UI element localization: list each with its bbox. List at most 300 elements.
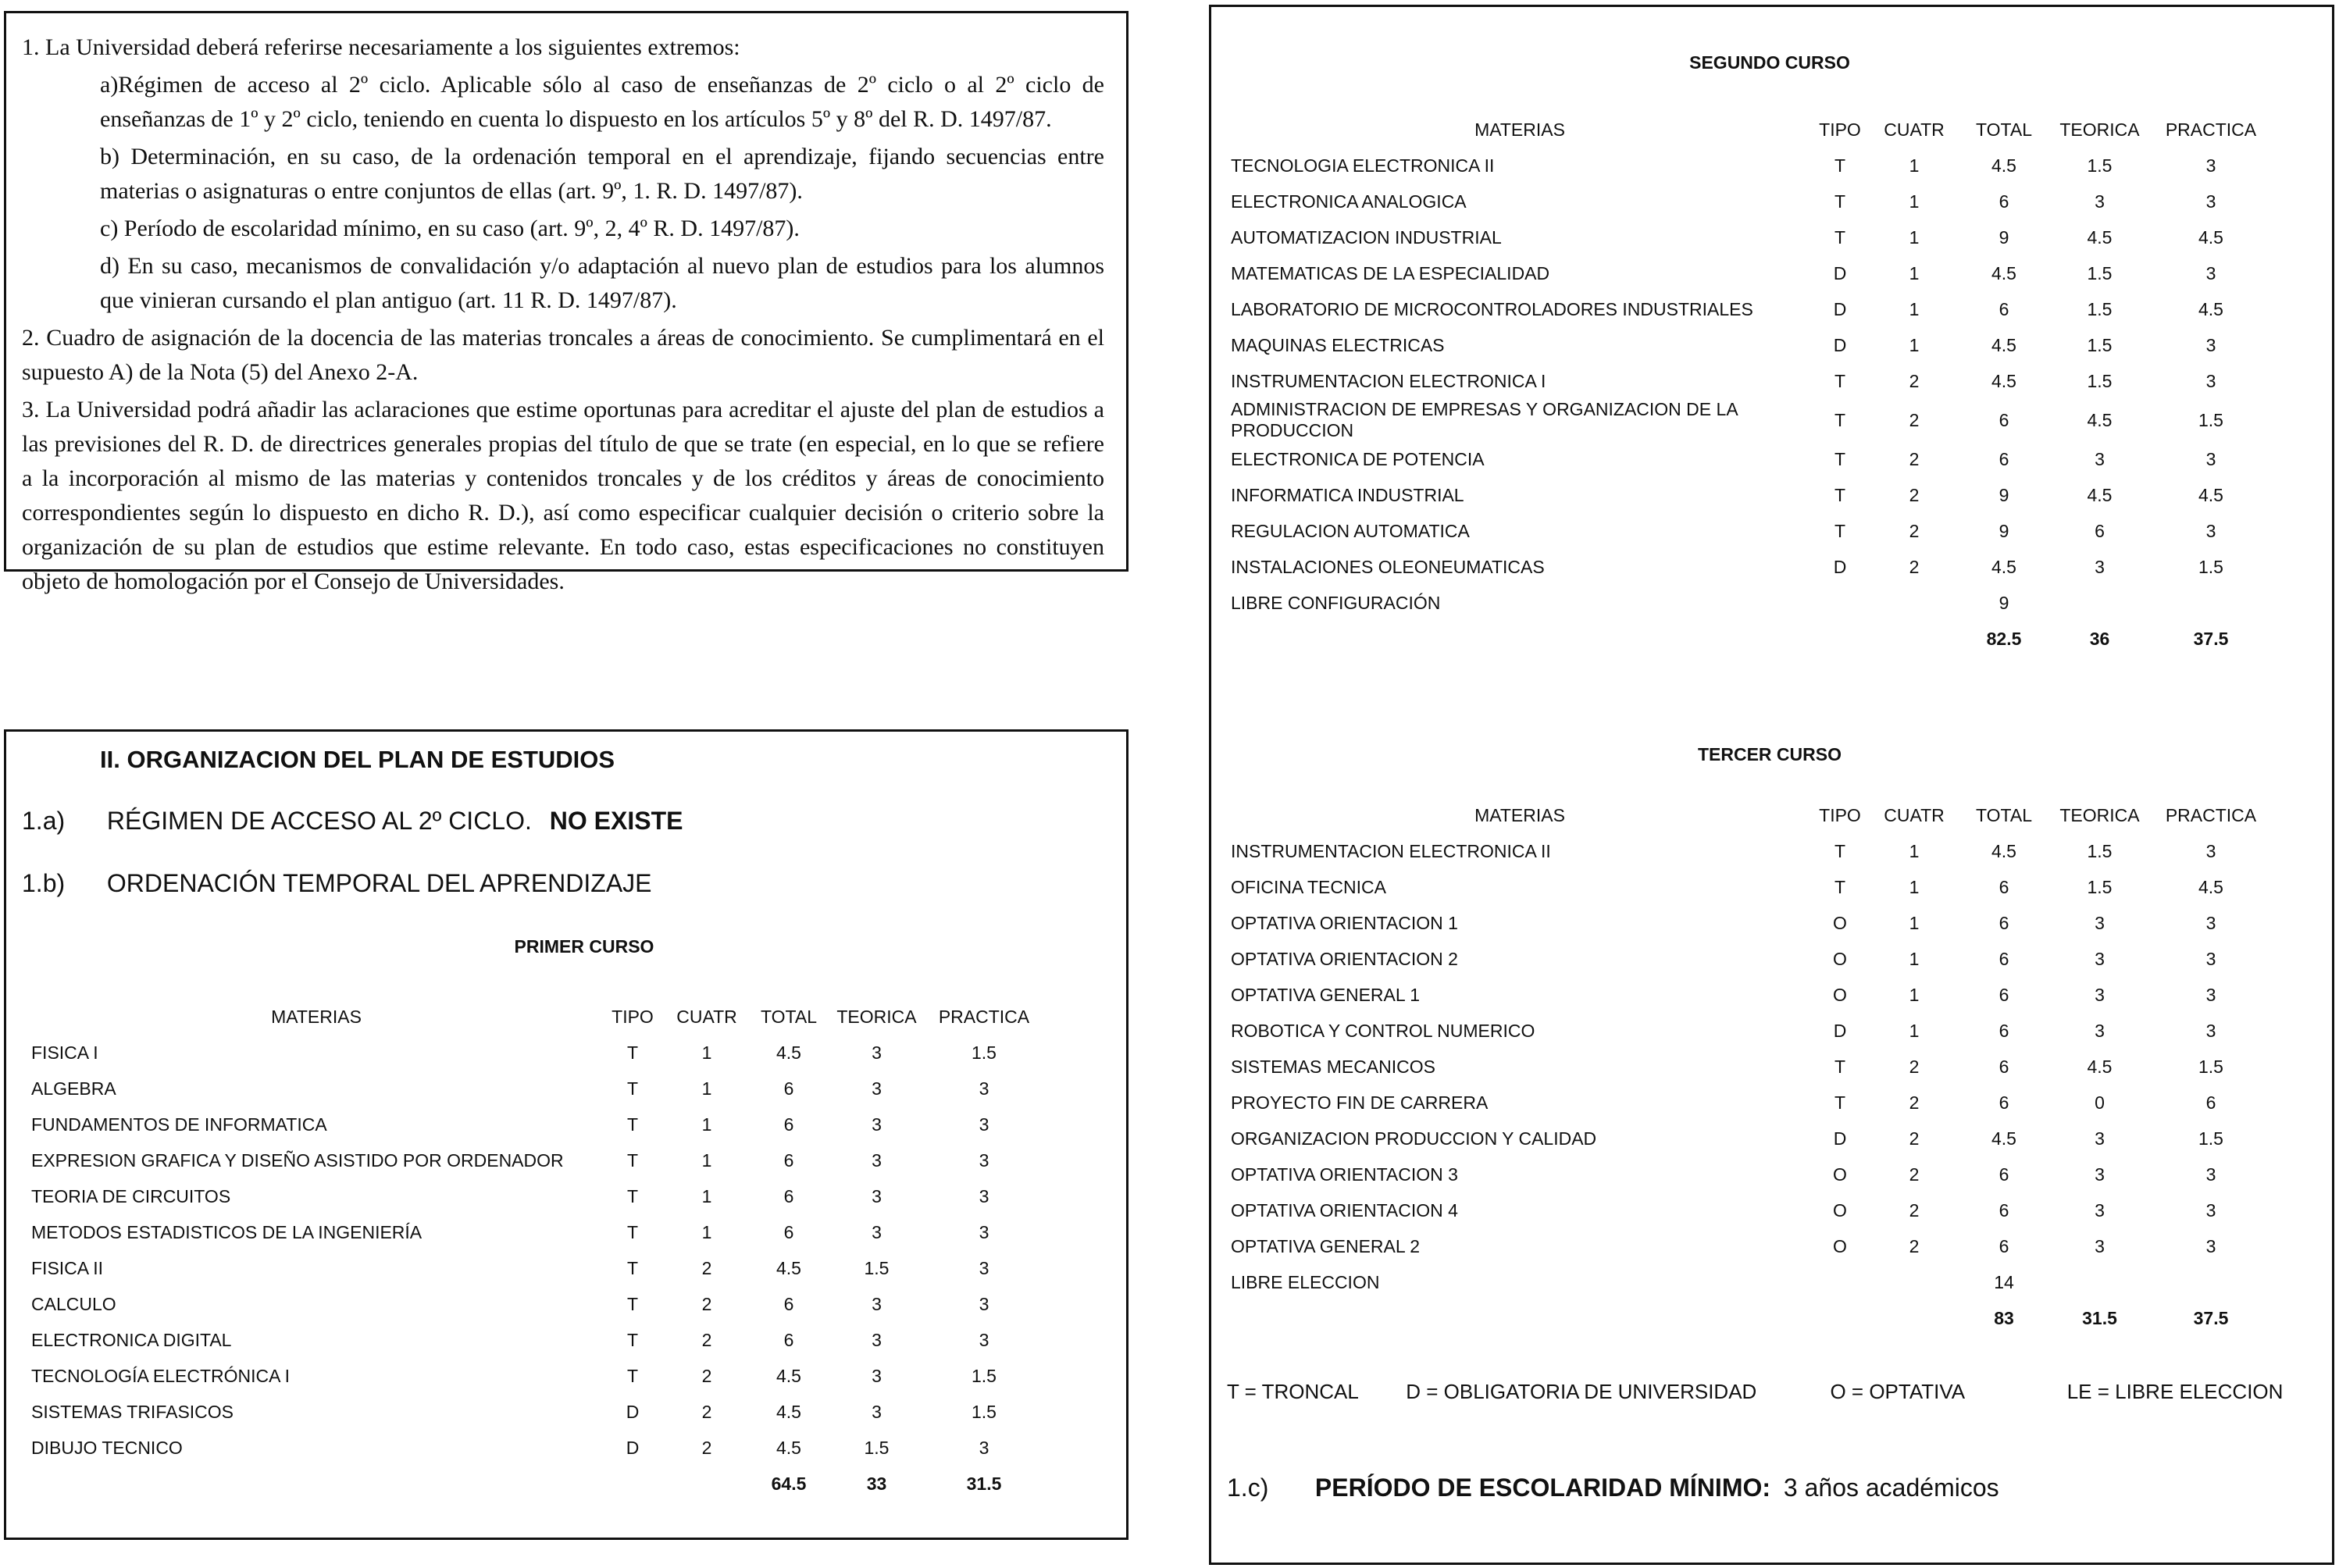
cell-tipo: T <box>626 1114 639 1135</box>
cell-materia: FISICA I <box>31 1042 98 1063</box>
header-materias: MATERIAS <box>1474 119 1565 140</box>
empty-cell <box>1809 1300 1871 1336</box>
cell-tipo: D <box>1833 1128 1847 1149</box>
legend-libre-eleccion: LE = LIBRE ELECCION <box>2066 1380 2284 1403</box>
table-row <box>31 1394 1043 1430</box>
cell-tipo: O <box>1833 1199 1847 1221</box>
cell-materia: FUNDAMENTOS DE INFORMATICA <box>31 1114 327 1135</box>
cell-materia: OPTATIVA ORIENTACION 4 <box>1231 1199 1458 1221</box>
cell-practica: 3 <box>979 1329 989 1350</box>
cell-practica: 3 <box>2205 1164 2216 1185</box>
cell-tipo: T <box>1834 191 1846 212</box>
table-row <box>1231 1192 2273 1228</box>
table-row <box>31 1430 1043 1466</box>
cell-cuatr: 2 <box>1909 370 1920 391</box>
cell-practica: 3 <box>979 1293 989 1314</box>
cell-cuatr: 2 <box>1909 448 1920 469</box>
cell-cuatr: 2 <box>701 1257 712 1278</box>
cell-cuatr: 2 <box>1909 1056 1920 1077</box>
table-row <box>1231 869 2273 905</box>
cell-total: 4.5 <box>776 1365 801 1386</box>
cell-cuatr: 1 <box>701 1114 712 1135</box>
cell-materia: OPTATIVA ORIENTACION 3 <box>1231 1164 1458 1185</box>
cell-total: 6 <box>1998 1092 2009 1113</box>
cell-practica: 3 <box>2205 912 2216 933</box>
cell-cuatr: 1 <box>1909 876 1920 897</box>
table-row <box>31 1107 1043 1142</box>
table-row <box>1231 1264 2273 1300</box>
empty-cell <box>1231 621 1809 657</box>
cell-practica <box>2148 1264 2273 1300</box>
table-row <box>1231 549 2273 585</box>
cell-practica: 3 <box>979 1149 989 1171</box>
cell-practica: 3 <box>2205 370 2216 391</box>
cell-materia: TEORIA DE CIRCUITOS <box>31 1185 231 1206</box>
cell-tipo: T <box>1834 155 1846 176</box>
table-row <box>31 1142 1043 1178</box>
empty-cell <box>1871 621 1957 657</box>
cell-tipo: T <box>1834 876 1846 897</box>
cell-cuatr: 1 <box>701 1185 712 1206</box>
table-row <box>31 1322 1043 1358</box>
cell-materia: ORGANIZACION PRODUCCION Y CALIDAD <box>1231 1128 1597 1149</box>
cell-teorica: 3 <box>2095 984 2105 1005</box>
cell-materia: OPTATIVA GENERAL 1 <box>1231 984 1420 1005</box>
header-practica: PRACTICA <box>2165 119 2257 140</box>
header-teorica: TEORICA <box>2059 119 2140 140</box>
cell-total: 6 <box>783 1114 794 1135</box>
header-tipo: TIPO <box>611 1006 654 1027</box>
cell-total: 6 <box>1998 448 2009 469</box>
totals-row <box>1231 621 2273 657</box>
cell-practica: 1.5 <box>2198 1056 2223 1077</box>
table-row <box>1231 184 2273 219</box>
cell-teorica: 3 <box>872 1365 882 1386</box>
cell-cuatr: 2 <box>1909 1199 1920 1221</box>
cell-materia: TECNOLOGÍA ELECTRÓNICA I <box>31 1365 291 1386</box>
cell-tipo: T <box>1834 1056 1846 1077</box>
total-total: 82.5 <box>1986 628 2022 649</box>
temporal-order-label: ORDENACIÓN TEMPORAL DEL APRENDIZAJE <box>106 869 652 897</box>
cell-teorica: 3 <box>872 1078 882 1099</box>
cell-cuatr: 2 <box>701 1365 712 1386</box>
cell-total: 6 <box>1998 409 2009 430</box>
tercer-curso-title: TERCER CURSO <box>1697 744 1842 764</box>
table-row <box>31 1286 1043 1322</box>
cell-practica: 3 <box>2205 984 2216 1005</box>
header-tipo: TIPO <box>1819 804 1861 825</box>
cell-cuatr: 1 <box>1909 912 1920 933</box>
access-regime-value: NO EXISTE <box>549 807 683 835</box>
table-row <box>1231 513 2273 549</box>
cell-cuatr: 1 <box>1909 298 1920 319</box>
segundo-curso-table <box>1231 112 2273 657</box>
cell-teorica: 3 <box>872 1401 882 1422</box>
cell-teorica <box>2051 1264 2148 1300</box>
cell-materia: INFORMATICA INDUSTRIAL <box>1231 484 1464 505</box>
primer-curso-rows <box>31 1035 1043 1502</box>
cell-tipo: T <box>1834 226 1846 248</box>
table-header-row <box>1231 112 2273 148</box>
notes-box <box>4 11 1128 594</box>
note-2: 2. Cuadro de asignación de la docencia de las materias troncales a áreas de conocimiento. Se cumplimentará en el supuesto A) de la Nota (5) del Anexo 2-A. <box>22 325 1104 385</box>
cell-materia: PROYECTO FIN DE CARRERA <box>1231 1092 1489 1113</box>
cell-teorica: 3 <box>2095 556 2105 577</box>
cell-total: 4.5 <box>776 1257 801 1278</box>
note-1b: b) Determinación, en su caso, de la ordenación temporal en el aprendizaje, fijando secuencias entre materias o asignaturas o entre conjuntos de ellas (art. 9º, 1. R. D. 1497/87). <box>100 144 1104 204</box>
cell-practica: 1.5 <box>972 1365 997 1386</box>
cell-total: 4.5 <box>1991 556 2016 577</box>
table-row <box>1231 1013 2273 1049</box>
header-total: TOTAL <box>761 1006 817 1027</box>
cell-tipo: D <box>1833 334 1847 355</box>
cell-total: 6 <box>1998 876 2009 897</box>
table-row <box>1231 833 2273 869</box>
header-teorica: TEORICA <box>836 1006 917 1027</box>
cell-total: 9 <box>1998 520 2009 541</box>
cell-tipo: T <box>1834 840 1846 861</box>
table-row <box>31 1178 1043 1214</box>
cell-cuatr: 1 <box>1909 191 1920 212</box>
cell-cuatr: 2 <box>1909 484 1920 505</box>
cell-teorica: 3 <box>2095 1164 2105 1185</box>
cell-total: 9 <box>1998 592 2009 613</box>
cell-materia: OFICINA TECNICA <box>1231 876 1386 897</box>
header-materias: MATERIAS <box>271 1006 362 1027</box>
minimum-period-value: 3 años académicos <box>1783 1474 1999 1502</box>
cell-tipo: T <box>626 1365 639 1386</box>
minimum-period-label: PERÍODO DE ESCOLARIDAD MÍNIMO: <box>1314 1474 1771 1502</box>
cell-tipo: D <box>626 1437 640 1458</box>
cell-cuatr: 2 <box>701 1329 712 1350</box>
cell-cuatr: 2 <box>701 1437 712 1458</box>
cell-teorica: 3 <box>2095 1020 2105 1041</box>
cell-practica: 4.5 <box>2198 876 2223 897</box>
cell-cuatr: 2 <box>1909 1235 1920 1256</box>
cell-total: 6 <box>1998 1020 2009 1041</box>
header-cuatr: CUATR <box>1884 119 1945 140</box>
cell-materia: SISTEMAS TRIFASICOS <box>31 1401 234 1422</box>
cell-teorica: 1.5 <box>2087 840 2113 861</box>
cell-materia: INSTALACIONES OLEONEUMATICAS <box>1231 556 1545 577</box>
cell-cuatr: 1 <box>1909 1020 1920 1041</box>
cell-teorica: 1.5 <box>2087 370 2113 391</box>
cell-cuatr: 1 <box>1909 155 1920 176</box>
cell-total: 6 <box>1998 298 2009 319</box>
total-teorica: 31.5 <box>2082 1307 2117 1328</box>
total-total: 64.5 <box>771 1473 807 1494</box>
cell-materia: LABORATORIO DE MICROCONTROLADORES INDUSTRIALES <box>1231 298 1753 319</box>
cell-materia: EXPRESION GRAFICA Y DISEÑO ASISTIDO POR ORDENADOR <box>31 1149 564 1171</box>
cell-practica: 3 <box>2205 1020 2216 1041</box>
table-row <box>31 1250 1043 1286</box>
cell-materia: OPTATIVA ORIENTACION 2 <box>1231 948 1458 969</box>
cell-practica: 1.5 <box>2198 409 2223 430</box>
cell-tipo: T <box>626 1257 639 1278</box>
cell-total: 6 <box>783 1329 794 1350</box>
total-teorica: 36 <box>2089 628 2110 649</box>
cell-practica: 3 <box>2205 948 2216 969</box>
note-1a: a)Régimen de acceso al 2º ciclo. Aplicable sólo al caso de enseñanzas de 2º ciclo o al 2º ciclo de enseñanzas de 1º y 2º ciclo, teniendo en cuenta lo dispuesto en los artículos 5º y 8º del R. D. 1497/87. <box>100 72 1104 132</box>
cell-tipo: T <box>1834 1092 1846 1113</box>
cell-total: 14 <box>1994 1271 2014 1292</box>
cell-total: 4.5 <box>776 1401 801 1422</box>
right-box <box>1209 5 2334 1565</box>
table-row <box>31 1035 1043 1071</box>
cell-cuatr <box>1871 1264 1957 1300</box>
table-row <box>1231 327 2273 363</box>
cell-materia: ADMINISTRACION DE EMPRESAS Y ORGANIZACION DE LA PRODUCCION <box>1231 399 1738 440</box>
empty-cell <box>601 1466 664 1502</box>
cell-practica: 4.5 <box>2198 298 2223 319</box>
primer-curso-title: PRIMER CURSO <box>514 936 654 957</box>
cell-practica: 3 <box>2205 334 2216 355</box>
table-row <box>1231 905 2273 941</box>
cell-materia: INSTRUMENTACION ELECTRONICA I <box>1231 370 1546 391</box>
cell-teorica: 3 <box>2095 1199 2105 1221</box>
cell-teorica: 3 <box>872 1185 882 1206</box>
table-row <box>1231 363 2273 399</box>
access-regime-number: 1.a) <box>22 807 66 835</box>
cell-materia: AUTOMATIZACION INDUSTRIAL <box>1231 226 1502 248</box>
cell-tipo: T <box>626 1329 639 1350</box>
header-tipo: TIPO <box>1819 119 1861 140</box>
cell-cuatr: 1 <box>1909 840 1920 861</box>
cell-total: 4.5 <box>1991 155 2016 176</box>
table-row <box>31 1214 1043 1250</box>
table-row <box>1231 1156 2273 1192</box>
header-total: TOTAL <box>1976 804 2032 825</box>
header-materias: MATERIAS <box>1474 804 1565 825</box>
cell-cuatr: 2 <box>1909 520 1920 541</box>
cell-cuatr: 2 <box>1909 1092 1920 1113</box>
cell-practica: 3 <box>979 1114 989 1135</box>
cell-cuatr: 1 <box>1909 262 1920 283</box>
cell-practica: 3 <box>2205 840 2216 861</box>
primer-curso-table <box>31 999 1043 1502</box>
table-row <box>1231 977 2273 1013</box>
cell-practica: 3 <box>2205 155 2216 176</box>
cell-total: 4.5 <box>1991 334 2016 355</box>
table-row <box>1231 585 2273 621</box>
totals-row <box>1231 1300 2273 1336</box>
access-regime-label: RÉGIMEN DE ACCESO AL 2º CICLO. <box>106 807 532 835</box>
cell-teorica: 3 <box>2095 948 2105 969</box>
cell-teorica: 4.5 <box>2087 484 2113 505</box>
cell-teorica <box>2051 585 2148 621</box>
cell-cuatr: 2 <box>1909 1164 1920 1185</box>
table-row <box>1231 255 2273 291</box>
cell-total: 4.5 <box>1991 1128 2016 1149</box>
cell-total: 6 <box>1998 1056 2009 1077</box>
total-teorica: 33 <box>866 1473 887 1494</box>
cell-total: 6 <box>1998 1235 2009 1256</box>
cell-tipo: D <box>1833 1020 1847 1041</box>
cell-materia: ELECTRONICA DIGITAL <box>31 1329 232 1350</box>
cell-cuatr: 1 <box>1909 226 1920 248</box>
table-row <box>1231 1228 2273 1264</box>
cell-cuatr: 2 <box>701 1401 712 1422</box>
cell-total: 6 <box>783 1078 794 1099</box>
cell-materia: OPTATIVA GENERAL 2 <box>1231 1235 1420 1256</box>
cell-total: 4.5 <box>1991 840 2016 861</box>
cell-materia: MATEMATICAS DE LA ESPECIALIDAD <box>1231 262 1550 283</box>
cell-total: 6 <box>1998 984 2009 1005</box>
cell-practica: 3 <box>979 1257 989 1278</box>
segundo-curso-title: SEGUNDO CURSO <box>1689 52 1850 73</box>
cell-teorica: 1.5 <box>2087 155 2113 176</box>
plan-title: II. ORGANIZACION DEL PLAN DE ESTUDIOS <box>100 746 615 773</box>
legend-obligatoria: D = OBLIGATORIA DE UNIVERSIDAD <box>1406 1380 1757 1403</box>
cell-materia: SISTEMAS MECANICOS <box>1231 1056 1435 1077</box>
temporal-order-number: 1.b) <box>22 869 66 897</box>
empty-cell <box>1809 621 1871 657</box>
total-total: 83 <box>1994 1307 2014 1328</box>
cell-cuatr: 1 <box>1909 948 1920 969</box>
cell-materia: ALGEBRA <box>31 1078 116 1099</box>
tercer-curso-table <box>1231 797 2273 1336</box>
cell-cuatr: 1 <box>701 1149 712 1171</box>
cell-practica: 3 <box>2205 1199 2216 1221</box>
cell-teorica: 3 <box>872 1293 882 1314</box>
cell-total: 6 <box>783 1221 794 1242</box>
segundo-curso-rows <box>1231 148 2273 657</box>
cell-practica: 1.5 <box>2198 1128 2223 1149</box>
header-cuatr: CUATR <box>1884 804 1945 825</box>
cell-practica: 3 <box>979 1078 989 1099</box>
cell-cuatr: 1 <box>701 1078 712 1099</box>
table-row <box>1231 148 2273 184</box>
cell-teorica: 3 <box>872 1042 882 1063</box>
total-practica: 37.5 <box>2193 1307 2229 1328</box>
cell-tipo: D <box>1833 298 1847 319</box>
cell-tipo <box>1809 1264 1871 1300</box>
note-1: 1. La Universidad deberá referirse necesariamente a los siguientes extremos: <box>22 34 740 60</box>
table-row <box>1231 219 2273 255</box>
cell-practica: 3 <box>979 1221 989 1242</box>
cell-tipo: O <box>1833 912 1847 933</box>
cell-teorica: 4.5 <box>2087 226 2113 248</box>
cell-materia: LIBRE ELECCION <box>1231 1271 1380 1292</box>
cell-practica: 6 <box>2205 1092 2216 1113</box>
cell-practica: 3 <box>2205 1235 2216 1256</box>
cell-tipo: T <box>626 1221 639 1242</box>
cell-teorica: 1.5 <box>2087 876 2113 897</box>
cell-teorica: 4.5 <box>2087 1056 2113 1077</box>
minimum-period-row <box>1227 1474 1999 1502</box>
note-1d: d) En su caso, mecanismos de convalidación y/o adaptación al nuevo plan de estudios para los alumnos que vinieran cursando el plan antiguo (art. 11 R. D. 1497/87). <box>100 253 1104 313</box>
cell-practica: 4.5 <box>2198 226 2223 248</box>
cell-teorica: 3 <box>872 1114 882 1135</box>
legend-troncal: T = TRONCAL <box>1227 1380 1359 1403</box>
cell-teorica: 0 <box>2095 1092 2105 1113</box>
header-total: TOTAL <box>1976 119 2032 140</box>
empty-cell <box>664 1466 750 1502</box>
cell-total: 6 <box>1998 1164 2009 1185</box>
totals-row <box>31 1466 1043 1502</box>
cell-tipo: T <box>1834 448 1846 469</box>
table-row <box>1231 1085 2273 1121</box>
cell-materia: REGULACION AUTOMATICA <box>1231 520 1470 541</box>
cell-materia: METODOS ESTADISTICOS DE LA INGENIERÍA <box>31 1221 423 1242</box>
cell-practica: 1.5 <box>972 1042 997 1063</box>
cell-tipo: O <box>1833 1164 1847 1185</box>
cell-cuatr: 1 <box>1909 334 1920 355</box>
cell-total: 6 <box>1998 1199 2009 1221</box>
cell-teorica: 1.5 <box>864 1257 890 1278</box>
cell-total: 6 <box>1998 948 2009 969</box>
cell-total: 9 <box>1998 484 2009 505</box>
cell-materia: ELECTRONICA DE POTENCIA <box>1231 448 1485 469</box>
cell-materia: ROBOTICA Y CONTROL NUMERICO <box>1231 1020 1535 1041</box>
cell-materia: LIBRE CONFIGURACIÓN <box>1231 592 1441 613</box>
note-1c: c) Período de escolaridad mínimo, en su caso (art. 9º, 2, 4º R. D. 1497/87). <box>100 216 800 241</box>
cell-tipo: T <box>1834 370 1846 391</box>
cell-teorica: 3 <box>2095 1128 2105 1149</box>
cell-total: 4.5 <box>776 1437 801 1458</box>
header-practica: PRACTICA <box>938 1006 1030 1027</box>
cell-teorica: 1.5 <box>2087 298 2113 319</box>
cell-total: 4.5 <box>1991 370 2016 391</box>
table-row <box>1231 291 2273 327</box>
cell-practica: 1.5 <box>2198 556 2223 577</box>
table-row <box>1231 477 2273 513</box>
cell-tipo: T <box>1834 409 1846 430</box>
cell-materia: INSTRUMENTACION ELECTRONICA II <box>1231 840 1551 861</box>
cell-practica: 3 <box>2205 520 2216 541</box>
total-practica: 31.5 <box>966 1473 1002 1494</box>
table-row <box>31 1071 1043 1107</box>
cell-teorica: 3 <box>872 1221 882 1242</box>
cell-cuatr: 1 <box>701 1221 712 1242</box>
tercer-curso-rows <box>1231 833 2273 1336</box>
cell-materia: TECNOLOGIA ELECTRONICA II <box>1231 155 1495 176</box>
cell-teorica: 3 <box>2095 191 2105 212</box>
minimum-period-number: 1.c) <box>1227 1474 1269 1502</box>
cell-total: 6 <box>783 1149 794 1171</box>
cell-materia: DIBUJO TECNICO <box>31 1437 183 1458</box>
cell-tipo: O <box>1833 1235 1847 1256</box>
cell-cuatr: 2 <box>1909 1128 1920 1149</box>
cell-teorica: 3 <box>2095 448 2105 469</box>
type-legend <box>1227 1380 2283 1404</box>
cell-tipo: T <box>626 1293 639 1314</box>
cell-teorica: 3 <box>2095 912 2105 933</box>
cell-total: 6 <box>783 1185 794 1206</box>
cell-tipo: D <box>626 1401 640 1422</box>
cell-practica: 3 <box>2205 262 2216 283</box>
cell-cuatr: 1 <box>1909 984 1920 1005</box>
table-row <box>1231 399 2273 441</box>
table-row <box>1231 1049 2273 1085</box>
table-row <box>1231 941 2273 977</box>
cell-practica: 3 <box>979 1185 989 1206</box>
cell-materia: CALCULO <box>31 1293 116 1314</box>
cell-tipo <box>1809 585 1871 621</box>
header-teorica: TEORICA <box>2059 804 2140 825</box>
cell-materia: OPTATIVA ORIENTACION 1 <box>1231 912 1458 933</box>
empty-cell <box>31 1466 601 1502</box>
cell-tipo: T <box>626 1149 639 1171</box>
cell-total: 4.5 <box>1991 262 2016 283</box>
cell-teorica: 6 <box>2095 520 2105 541</box>
plan-box <box>4 729 1128 1540</box>
cell-tipo: D <box>1833 556 1847 577</box>
cell-practica: 3 <box>979 1437 989 1458</box>
cell-practica: 1.5 <box>972 1401 997 1422</box>
cell-tipo: D <box>1833 262 1847 283</box>
cell-cuatr: 2 <box>701 1293 712 1314</box>
